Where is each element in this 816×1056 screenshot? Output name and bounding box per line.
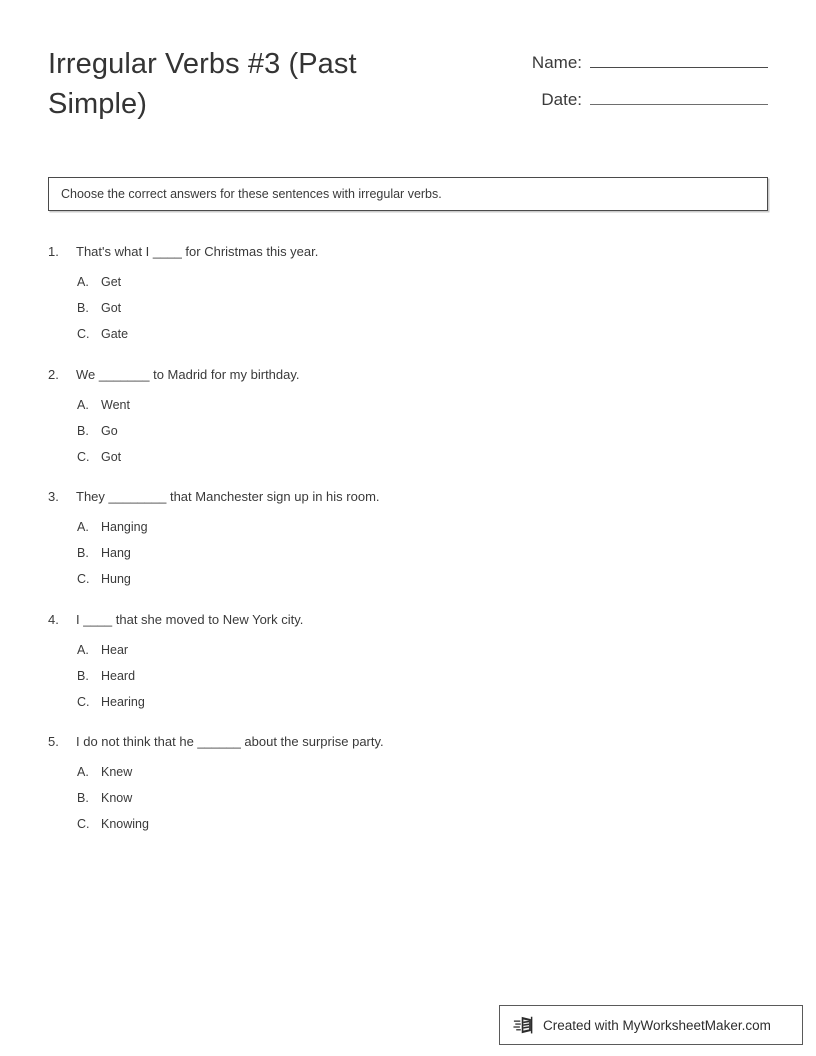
option-item[interactable] <box>77 424 768 438</box>
questions-list <box>48 243 768 856</box>
instructions-box <box>48 177 768 211</box>
worksheet-maker-logo-icon <box>513 1014 535 1036</box>
option-letter: C. <box>77 327 90 341</box>
options-list <box>48 520 768 586</box>
option-item[interactable] <box>77 327 768 341</box>
option-item[interactable] <box>77 275 768 289</box>
name-label: Name: <box>531 53 582 72</box>
option-letter: B. <box>77 301 89 315</box>
option-text: Knowing <box>101 817 149 831</box>
option-item[interactable] <box>77 669 768 683</box>
option-letter: B. <box>77 791 89 805</box>
option-letter: B. <box>77 423 89 438</box>
option-letter: B. <box>77 546 89 560</box>
option-item[interactable] <box>77 301 768 315</box>
question-number: 5. <box>48 734 59 749</box>
option-item[interactable] <box>77 572 768 586</box>
name-row <box>520 50 768 73</box>
options-list <box>48 765 768 831</box>
created-with-label: Created with MyWorksheetMaker.com <box>543 1017 771 1033</box>
option-item[interactable] <box>77 546 768 560</box>
question-number: 4. <box>48 611 59 627</box>
option-text: Hearing <box>101 694 145 709</box>
option-letter: C. <box>77 449 90 464</box>
date-row <box>520 87 768 110</box>
option-text: Heard <box>101 668 136 683</box>
option-letter: A. <box>77 275 89 289</box>
option-item[interactable] <box>77 791 768 805</box>
question-item <box>48 243 768 341</box>
option-text: Went <box>101 397 130 412</box>
question-heading <box>48 243 768 261</box>
question-text: We _______ to Madrid for my birthday. <box>76 366 300 382</box>
option-item[interactable] <box>77 695 768 709</box>
option-text: Know <box>101 791 133 805</box>
question-item <box>48 366 768 464</box>
option-text: Hanging <box>101 520 148 534</box>
date-input-line[interactable] <box>590 87 768 105</box>
option-item[interactable] <box>77 817 768 831</box>
created-with-badge[interactable] <box>499 1005 803 1045</box>
question-item <box>48 611 768 709</box>
name-date-block <box>520 50 768 124</box>
option-item[interactable] <box>77 450 768 464</box>
option-text: Got <box>101 449 122 464</box>
question-heading <box>48 611 768 629</box>
date-label: Date: <box>541 90 582 109</box>
option-item[interactable] <box>77 765 768 779</box>
option-letter: A. <box>77 642 89 657</box>
option-text: Hear <box>101 642 129 657</box>
option-item[interactable] <box>77 520 768 534</box>
options-list <box>48 398 768 464</box>
option-text: Got <box>101 301 122 315</box>
question-number: 2. <box>48 366 59 382</box>
question-heading <box>48 488 768 506</box>
question-heading <box>48 366 768 384</box>
options-list <box>48 643 768 709</box>
option-text: Hung <box>101 572 131 586</box>
page-title: Irregular Verbs #3 (Past Simple) <box>48 48 357 120</box>
option-letter: A. <box>77 520 89 534</box>
option-text: Hang <box>101 546 131 560</box>
worksheet-header <box>48 44 768 124</box>
option-item[interactable] <box>77 643 768 657</box>
name-input-line[interactable] <box>590 50 768 68</box>
question-number: 1. <box>48 244 59 259</box>
option-letter: C. <box>77 817 90 831</box>
question-heading <box>48 733 768 751</box>
options-list <box>48 275 768 341</box>
question-text: They ________ that Manchester sign up in his room. <box>76 489 380 504</box>
option-letter: A. <box>77 765 89 779</box>
question-item <box>48 488 768 586</box>
question-text: I ____ that she moved to New York city. <box>76 611 304 627</box>
option-letter: C. <box>77 572 90 586</box>
option-letter: C. <box>77 694 90 709</box>
question-text: That's what I ____ for Christmas this year. <box>76 244 319 259</box>
option-letter: A. <box>77 397 89 412</box>
option-letter: B. <box>77 668 89 683</box>
instructions-text: Choose the correct answers for these sentences with irregular verbs. <box>61 187 442 201</box>
question-number: 3. <box>48 489 59 504</box>
option-text: Knew <box>101 765 133 779</box>
option-text: Gate <box>101 327 129 341</box>
question-item <box>48 733 768 831</box>
option-item[interactable] <box>77 398 768 412</box>
question-text: I do not think that he ______ about the surprise party. <box>76 734 384 749</box>
option-text: Get <box>101 275 122 289</box>
option-text: Go <box>101 423 118 438</box>
